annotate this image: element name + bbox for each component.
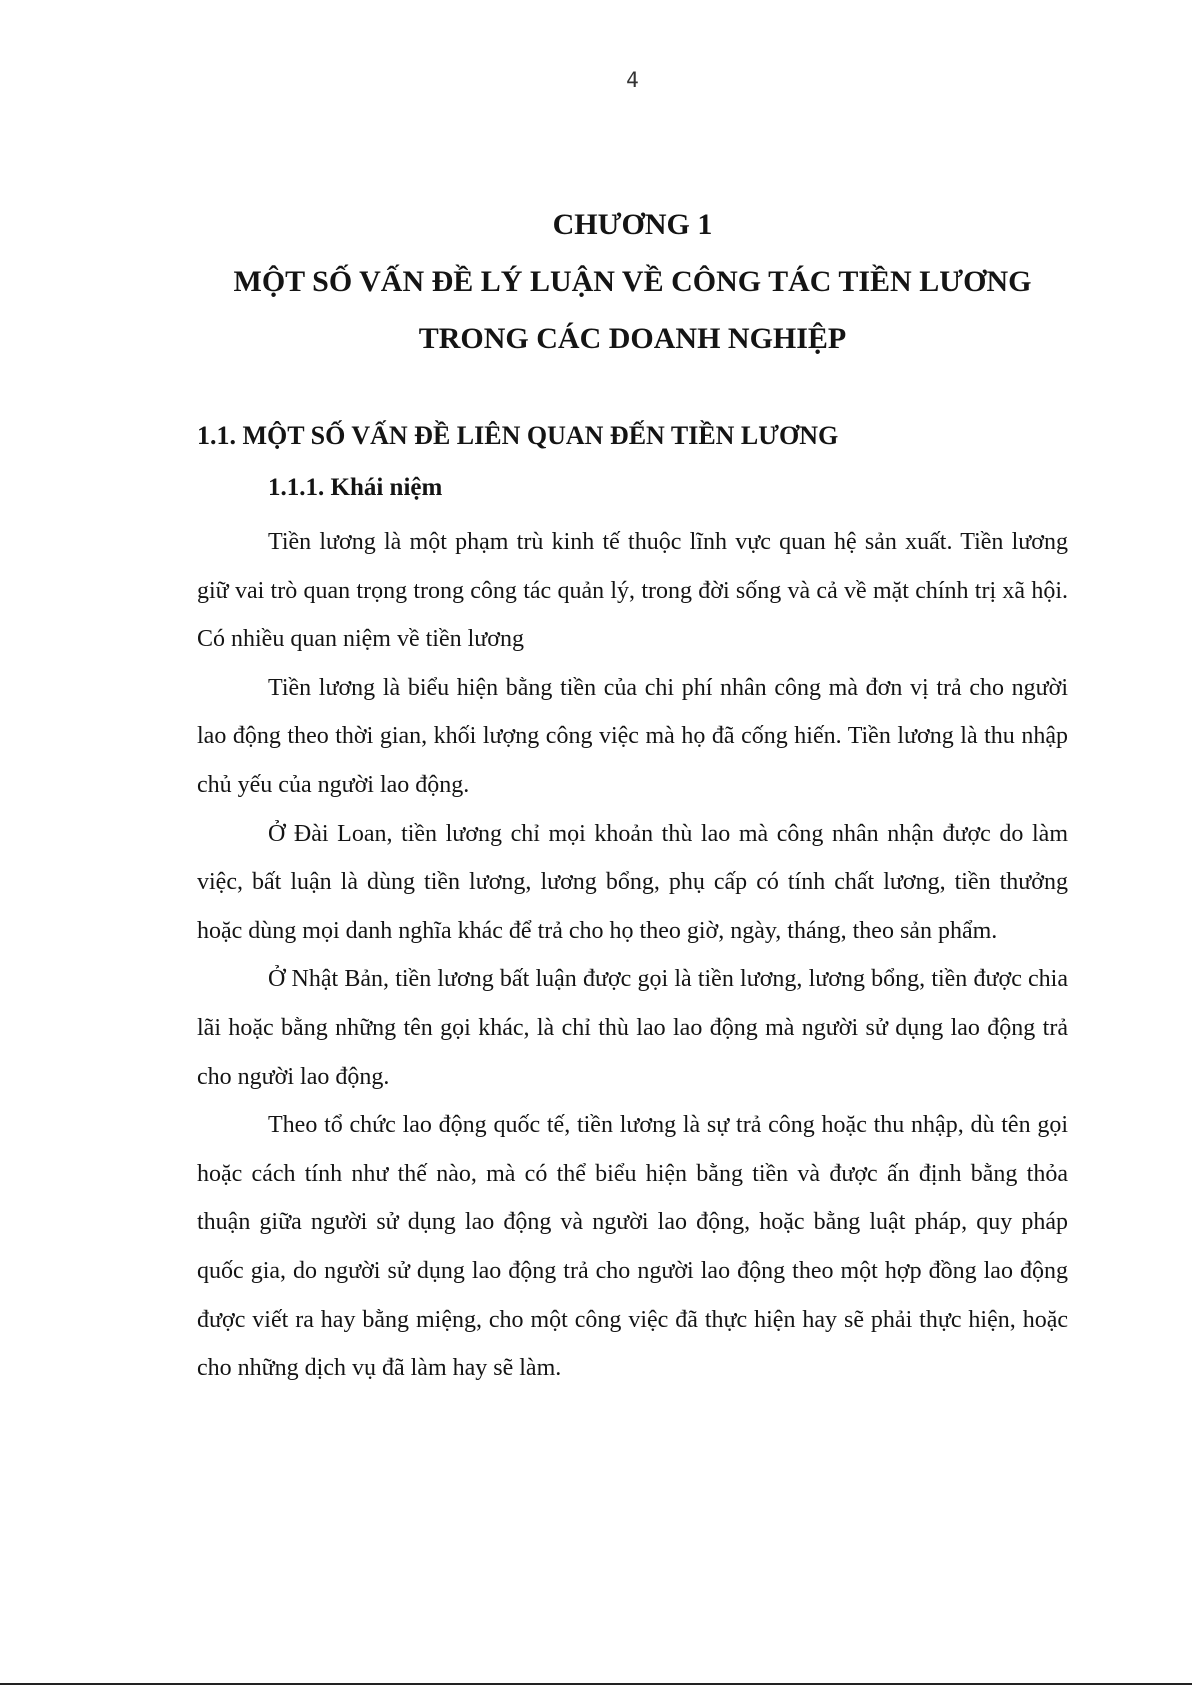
paragraph: Theo tổ chức lao động quốc tế, tiền lương là sự trả công hoặc thu nhập, dù tên gọi hoặc cách tính như thế nào, mà có thể biểu hiện bằng tiền và được ấn định bằng thỏa thuận giữa người sử dụng lao động và người lao động, hoặc bằng luật pháp, quy pháp quốc gia, do người sử dụng lao động trả cho người lao động theo một hợp đồng lao động được viết ra hay bằng miệng, cho một công việc đã thực hiện hay sẽ phải thực hiện, hoặc cho những dịch vụ đã làm hay sẽ làm. (197, 1112, 1068, 1382)
paragraph: Tiền lương là biểu hiện bằng tiền của chi phí nhân công mà đơn vị trả cho người lao động theo thời gian, khối lượng công việc mà họ đã cống hiến. Tiền lương là thu nhập chủ yếu của người lao động. (197, 674, 1068, 798)
paragraph: Ở Nhật Bản, tiền lương bất luận được gọi là tiền lương, lương bổng, tiền được chia lãi hoặc bằng những tên gọi khác, là chỉ thù lao lao động mà người sử dụng lao động trả cho người lao động. (197, 966, 1068, 1090)
chapter-title-line-1: MỘT SỐ VẤN ĐỀ LÝ LUẬN VỀ CÔNG TÁC TIỀN LƯƠNG (233, 265, 1032, 298)
chapter-title-block (0, 196, 1192, 367)
paragraph: Tiền lương là một phạm trù kinh tế thuộc lĩnh vực quan hệ sản xuất. Tiền lương giữ vai trò quan trọng trong công tác quản lý, trong đời sống và cả về mặt chính trị xã hội. Có nhiều quan niệm về tiền lương (197, 529, 1068, 653)
section-heading: 1.1. MỘT SỐ VẤN ĐỀ LIÊN QUAN ĐẾN TIỀN LƯƠNG (197, 421, 839, 450)
paragraph: Ở Đài Loan, tiền lương chỉ mọi khoản thù lao mà công nhân nhận được do làm việc, bất luận là dùng tiền lương, lương bổng, phụ cấp có tính chất lương, tiền thưởng hoặc dùng mọi danh nghĩa khác để trả cho họ theo giờ, ngày, tháng, theo sản phẩm. (197, 820, 1068, 944)
subsection-heading: 1.1.1. Khái niệm (268, 474, 443, 501)
page-number: 4 (626, 68, 639, 92)
body-text (197, 518, 1068, 1393)
chapter-label: CHƯƠNG 1 (552, 208, 713, 241)
chapter-title-line-2: TRONG CÁC DOANH NGHIỆP (418, 322, 847, 355)
